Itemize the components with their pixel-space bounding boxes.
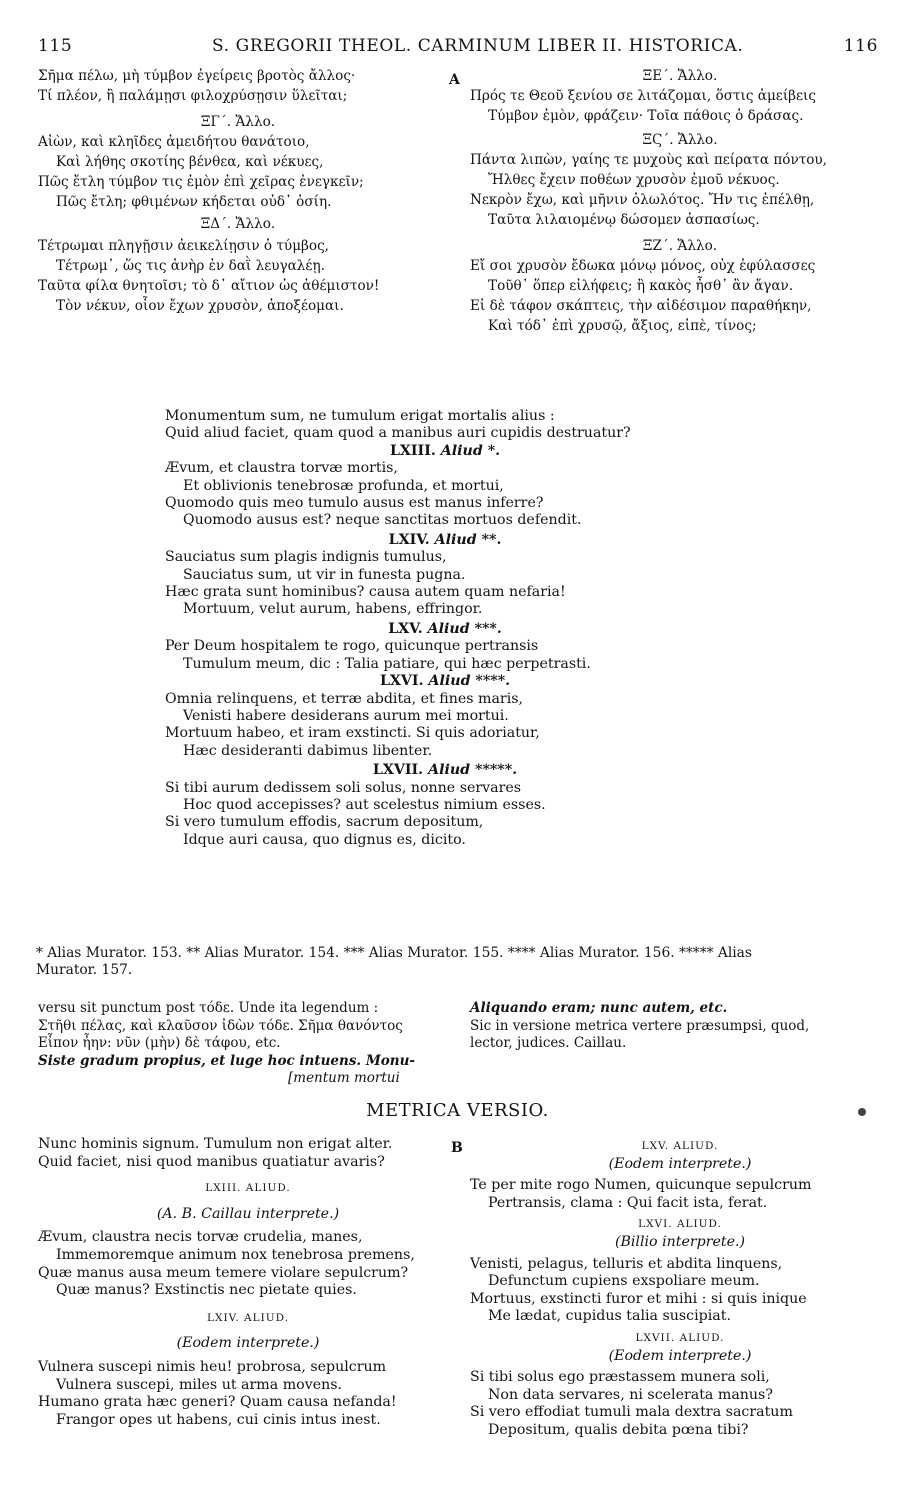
greek-line: Σῆμα πέλω, μὴ τύμβον ἐγείρεις βροτὸς ἄλλος· bbox=[38, 68, 356, 84]
latin-line: Quomodo ausus est? neque sanctitas mortuos defendit. bbox=[183, 512, 582, 529]
latin-line: Quomodo quis meo tumulo ausus est manus inferre? bbox=[165, 495, 544, 512]
latin-line: Si vero tumulum effodis, sacrum depositum, bbox=[165, 814, 484, 831]
verse-line: Humano grata hæc generi? Quam causa nefanda! bbox=[38, 1394, 397, 1411]
metrica-column-left bbox=[38, 1136, 458, 1429]
latin-line: Hoc quod accepisses? aut scelestus nimium esses. bbox=[183, 796, 546, 813]
greek-line: Αἰὼν, καὶ κληῖδες ἀμειδήτου θανάτοιο, bbox=[38, 134, 310, 150]
note-line: Sic in versione metrica vertere præsumpsi, quod, bbox=[470, 1017, 810, 1034]
bullet-dot-icon bbox=[858, 1108, 866, 1116]
latin-heading-65: LXV. Aliud ***. bbox=[388, 620, 502, 637]
verse-line: Immemoremque animum nox tenebrosa premens, bbox=[56, 1246, 415, 1263]
greek-line: Τὸν νέκυν, οἷον ἔχων χρυσὸν, ἀποξέομαι. bbox=[56, 298, 344, 314]
latin-line: Monumentum sum, ne tumulum erigat mortalis alius : bbox=[165, 408, 555, 424]
verse-line: Non data servares, ni scelerata manus? bbox=[488, 1386, 773, 1403]
latin-line: Mortuum habeo, et iram exstincti. Si quis adoriatur, bbox=[165, 725, 540, 742]
greek-line: Τί πλέον, ἢ παλάμῃσι φιλοχρύσῃσιν ὕλεῖται; bbox=[38, 88, 348, 104]
verse-line: Te per mite rogo Numen, quicunque sepulcrum bbox=[470, 1177, 812, 1194]
greek-heading-65: ΞΕ΄. Ἄλλο. bbox=[642, 68, 718, 84]
section-title: METRICA VERSIO. bbox=[366, 1100, 549, 1121]
latin-heading-66: LXVI. Aliud ****. bbox=[379, 673, 511, 690]
verse-line: Nunc hominis signum. Tumulum non erigat alter. bbox=[38, 1136, 393, 1152]
note-line: Στῆθι πέλας, καὶ κλαῦσον ἰδὼν τόδε. Σῆμα θανόντος bbox=[38, 1017, 403, 1034]
greek-line: Τύμβον ἐμὸν, φράζειν· Τοῖα πάθοις ὁ δράσας. bbox=[488, 108, 804, 124]
latin-heading-64: LXIV. Aliud **. bbox=[388, 531, 502, 548]
greek-column-right bbox=[470, 66, 890, 336]
greek-line: Εἴ σοι χρυσὸν ἔδωκα μόνῳ μόνος, οὐχ ἐφύλασσες bbox=[470, 258, 816, 274]
latin-line: Mortuum, velut aurum, habens, effringor. bbox=[183, 601, 483, 618]
verse-heading-66: LXVI. ALIUD. bbox=[638, 1218, 722, 1231]
latin-line: Quid aliud faciet, quam quod a manibus auri cupidis destruatur? bbox=[165, 425, 631, 442]
latin-line: Hæc desideranti dabimus libenter. bbox=[183, 742, 433, 759]
verse-line: Quid faciet, nisi quod manibus quatiatur avaris? bbox=[38, 1153, 385, 1170]
verse-line: Me lædat, cupidus talia suscipiat. bbox=[488, 1308, 731, 1325]
note-line: Εἶπον ἦην: νῦν (μὴν) δὲ τάφου, etc. bbox=[38, 1035, 281, 1051]
latin-line: Sauciatus sum plagis indignis tumulus, bbox=[165, 549, 447, 566]
greek-line: Πῶς ἔτλη; φθιμένων κήδεται οὐδ᾽ ὁσίη. bbox=[56, 194, 332, 210]
greek-line: Καὶ λήθης σκοτίης βένθεα, καὶ νέκυες, bbox=[56, 154, 324, 170]
greek-line: Ἤλθες ἔχειν ποθέων χρυσὸν ἐμοῦ νέκυος. bbox=[488, 172, 780, 188]
verse-line: Defunctum cupiens exspoliare meum. bbox=[488, 1273, 760, 1290]
verse-line: Vulnera suscepi nimis heu! probrosa, sepulcrum bbox=[38, 1358, 387, 1375]
interpreter-note: (Eodem interprete.) bbox=[608, 1155, 752, 1172]
latin-line: Omnia relinquens, et terræ abdita, et fines maris, bbox=[165, 690, 524, 707]
latin-line: Per Deum hospitalem te rogo, quicunque pertransis bbox=[165, 638, 539, 655]
latin-line: Tumulum meum, dic : Talia patiare, qui hæc perpetrasti. bbox=[183, 655, 591, 672]
latin-heading-67: LXVII. Aliud *****. bbox=[372, 762, 518, 779]
verse-line: Frangor opes ut habens, cui cinis intus inest. bbox=[56, 1411, 381, 1428]
column-marker-b: B bbox=[451, 1140, 463, 1156]
verse-line: Venisti, pelagus, telluris et abdita linquens, bbox=[470, 1255, 783, 1272]
note-line: versu sit punctum post τόδε. Unde ita legendum : bbox=[38, 1000, 379, 1016]
running-title: S. GREGORII THEOL. CARMINUM LIBER II. HISTORICA. bbox=[212, 36, 744, 56]
interpreter-note: (Eodem interprete.) bbox=[608, 1347, 752, 1364]
greek-column-left bbox=[38, 66, 438, 316]
footnote-line: Murator. 157. bbox=[36, 962, 133, 978]
verse-heading-64: LXIV. ALIUD. bbox=[207, 1311, 289, 1324]
greek-line: Εἰ δὲ τάφον σκάπτεις, τὴν αἰδέσιμον παραθήκην, bbox=[470, 298, 812, 314]
greek-line: Πρός τε Θεοῦ ξενίου σε λιτάζομαι, ὅστις ἀμείβεις bbox=[470, 88, 817, 104]
footnote-line: * Alias Murator. 153. ** Alias Murator. 154. *** Alias Murator. 155. **** Alias Murator. 156. ***** Alias bbox=[36, 945, 752, 961]
greek-line: Τέτρωμ᾽, ὥς τις ἀνὴρ ἐν δαῒ λευγαλέῃ. bbox=[56, 258, 325, 274]
greek-line: Νεκρὸν ἔχω, καὶ μῆνιν ὀλωλότος. Ἤν τις ἐπέλθῃ, bbox=[470, 192, 815, 208]
verse-line: Ævum, claustra necis torvæ crudelia, manes, bbox=[38, 1229, 363, 1246]
latin-line: Sauciatus sum, ut vir in funesta pugna. bbox=[183, 566, 466, 583]
greek-line: Ταῦτα λιλαιομένῳ δώσομεν ἀσπασίως. bbox=[488, 212, 760, 228]
greek-line: Ταῦτα φίλα θνητοῖσι; τὸ δ᾽ αἴτιον ὡς ἀθέμιστον! bbox=[38, 278, 380, 294]
column-marker-a: A bbox=[449, 72, 460, 88]
greek-heading-66: ΞϚ΄. Ἄλλο. bbox=[642, 132, 718, 148]
greek-line: Καὶ τόδ᾽ ἐπὶ χρυσῷ, ἄξιος, εἰπὲ, τίνος; bbox=[488, 318, 757, 334]
interpreter-note: (A. B. Caillau interprete.) bbox=[156, 1205, 340, 1222]
latin-line: Ævum, et claustra torvæ mortis, bbox=[165, 460, 398, 477]
latin-line: Hæc grata sunt hominibus? causa autem quam nefaria! bbox=[165, 584, 566, 601]
footnotes bbox=[36, 945, 876, 979]
greek-line: Πάντα λιπὼν, γαίης τε μυχοὺς καὶ πείρατα πόντου, bbox=[470, 152, 828, 168]
latin-line: Venisti habere desiderans aurum mei mortui. bbox=[183, 707, 509, 724]
notes-right bbox=[470, 1000, 890, 1053]
greek-line: Τέτρωμαι πληγῇσιν ἀεικελίῃσιν ὁ τύμβος, bbox=[38, 238, 330, 254]
verse-line: Quæ manus ausa meum temere violare sepulcrum? bbox=[38, 1264, 409, 1281]
note-line: [mentum mortui bbox=[288, 1070, 400, 1086]
verse-line: Depositum, qualis debita pœna tibi? bbox=[488, 1421, 749, 1438]
page-number-left: 115 bbox=[38, 36, 73, 56]
notes-left bbox=[38, 1000, 458, 1088]
interpreter-note: (Billio interprete.) bbox=[614, 1233, 746, 1250]
verse-heading-63: LXIII. ALIUD. bbox=[205, 1182, 291, 1195]
page-number-right: 116 bbox=[843, 36, 878, 56]
verse-heading-67: LXVII. ALIUD. bbox=[635, 1331, 725, 1344]
latin-line: Et oblivionis tenebrosæ profunda, et mortui, bbox=[183, 477, 504, 494]
greek-line: Πῶς ἔτλη τύμβον τις ἐμὸν ἐπὶ χεῖρας ἐνεγκεῖν; bbox=[38, 174, 364, 190]
latin-line: Idque auri causa, quo dignus es, dicito. bbox=[183, 831, 466, 848]
verse-heading-65: LXV. ALIUD. bbox=[641, 1140, 719, 1152]
verse-line: Mortuus, exstincti furor et mihi : si quis inique bbox=[470, 1290, 807, 1307]
interpreter-note: (Eodem interprete.) bbox=[176, 1335, 320, 1352]
verse-line: Vulnera suscepi, miles ut arma movens. bbox=[56, 1376, 343, 1393]
verse-line: Si tibi solus ego præstassem munera soli, bbox=[470, 1369, 770, 1386]
running-header bbox=[30, 36, 886, 58]
latin-translation bbox=[165, 408, 725, 849]
verse-line: Pertransis, clama : Qui facit ista, ferat. bbox=[488, 1194, 768, 1211]
note-line: Aliquando eram; nunc autem, etc. bbox=[470, 1000, 728, 1016]
verse-line: Quæ manus? Exstinctis nec pietate quies. bbox=[56, 1282, 357, 1299]
greek-heading-63: ΞΓ΄. Ἄλλο. bbox=[200, 114, 276, 130]
metrica-column-right bbox=[470, 1138, 890, 1440]
greek-heading-67: ΞΖ΄. Ἄλλο. bbox=[642, 238, 718, 254]
greek-line: Τοῦθ᾽ ὅπερ εἰλήφεις; ἢ κακὸς ἦσθ᾽ ἂν ἄγαν. bbox=[488, 278, 794, 294]
latin-line: Si tibi aurum dedissem soli solus, nonne servares bbox=[165, 779, 522, 796]
note-line: Siste gradum propius, et luge hoc intuens. Monu- bbox=[38, 1052, 415, 1069]
note-line: lector, judices. Caillau. bbox=[470, 1035, 627, 1051]
verse-line: Si vero effodiat tumuli mala dextra sacratum bbox=[470, 1404, 793, 1421]
greek-heading-64: ΞΔ΄. Ἄλλο. bbox=[200, 216, 276, 232]
latin-heading-63: LXIII. Aliud *. bbox=[389, 442, 501, 459]
